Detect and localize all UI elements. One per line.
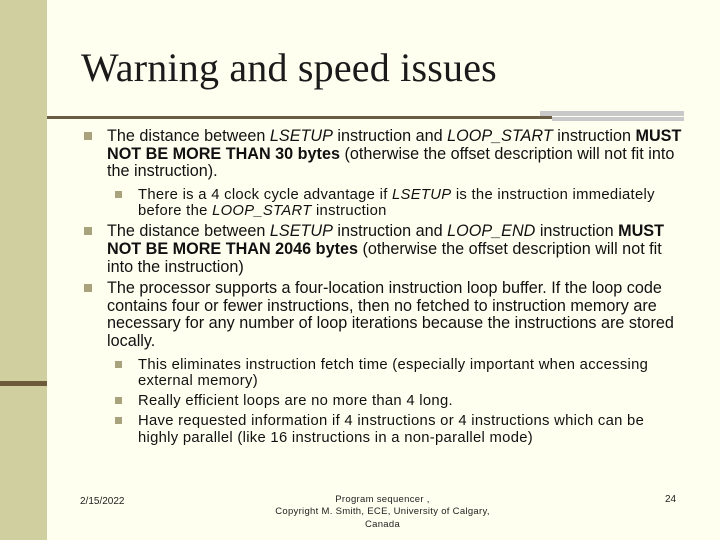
bullet-item: [82, 223, 687, 276]
bullet-text: LOOP_START: [447, 127, 553, 145]
sub-bullet-text: This eliminates instruction fetch time (especially important when accessing external memory): [138, 356, 649, 389]
bullet-text: (otherwise the offset description will not fit into the instruction): [107, 239, 662, 276]
sub-bullet-text: is the instruction immediately before the: [138, 186, 655, 220]
sub-bullet-text: LSETUP: [392, 186, 452, 203]
sub-bullet-text: instruction: [311, 203, 387, 220]
footer-copyright: [265, 494, 500, 531]
footer-date: 2/15/2022: [80, 496, 125, 507]
sub-bullet-item: [82, 187, 687, 220]
footer-line-2: Copyright M. Smith, ECE, University of Calgary,: [275, 506, 490, 518]
footer-line-3: Canada: [364, 518, 401, 530]
bullet-text: MUST NOT BE MORE THAN 2046 bytes: [107, 222, 664, 258]
slide-body: [82, 128, 687, 450]
sub-bullet-item: [82, 357, 687, 390]
left-decorative-band: [0, 0, 47, 540]
sub-bullet-text: LOOP_START: [212, 203, 312, 220]
bullet-text: LSETUP: [269, 222, 333, 241]
bullet-text: The processor supports a four-location instruction loop buffer. If the loop code contains four or fewer instructions, then no fetched to instruction memory are necessary for any number of loop iterations because the instructions are stored locally.: [107, 279, 674, 350]
square-bullet-icon: [84, 227, 92, 235]
sub-bullet-text: Really efficient loops are no more than 4 long.: [138, 393, 453, 410]
bullet-text: instruction: [535, 222, 619, 241]
sub-bullet-list: [82, 357, 687, 446]
sub-bullet-item: [82, 393, 687, 409]
square-bullet-icon: [115, 417, 122, 424]
bullet-text: MUST NOT BE MORE THAN 30 bytes: [107, 127, 682, 163]
square-bullet-icon: [115, 191, 122, 198]
bullet-text: (otherwise the offset description will not fit into the instruction).: [107, 144, 675, 181]
sub-bullet-item: [82, 413, 687, 446]
sub-bullet-text: There is a 4 clock cycle advantage if: [138, 186, 393, 203]
bullet-text: LSETUP: [269, 127, 333, 145]
left-accent-bar: [0, 381, 47, 386]
bullet-item: [82, 280, 687, 350]
title-underline: [47, 116, 552, 119]
sub-bullet-list: [82, 187, 687, 220]
title-rule-accent-lower: [552, 117, 684, 121]
title-rule-accent: [540, 111, 684, 116]
sub-bullet-text: Have requested information if 4 instructions or 4 instructions which can be highly parallel (like 16 instructions in a non-parallel mode): [138, 413, 645, 446]
bullet-text: instruction: [552, 127, 636, 145]
footer-line-1: Program sequencer ,: [335, 494, 430, 505]
bullet-text: The distance between: [107, 222, 270, 241]
slide-title: Warning and speed issues: [81, 45, 497, 90]
square-bullet-icon: [84, 284, 92, 292]
bullet-text: LOOP_END: [447, 222, 536, 241]
page-number: 24: [665, 494, 677, 505]
bullet-text: instruction and: [332, 222, 448, 241]
square-bullet-icon: [84, 132, 92, 140]
square-bullet-icon: [115, 397, 122, 404]
bullet-text: instruction and: [332, 127, 448, 145]
bullet-text: The distance between: [107, 127, 270, 145]
square-bullet-icon: [115, 361, 122, 368]
bullet-item: [82, 128, 687, 181]
